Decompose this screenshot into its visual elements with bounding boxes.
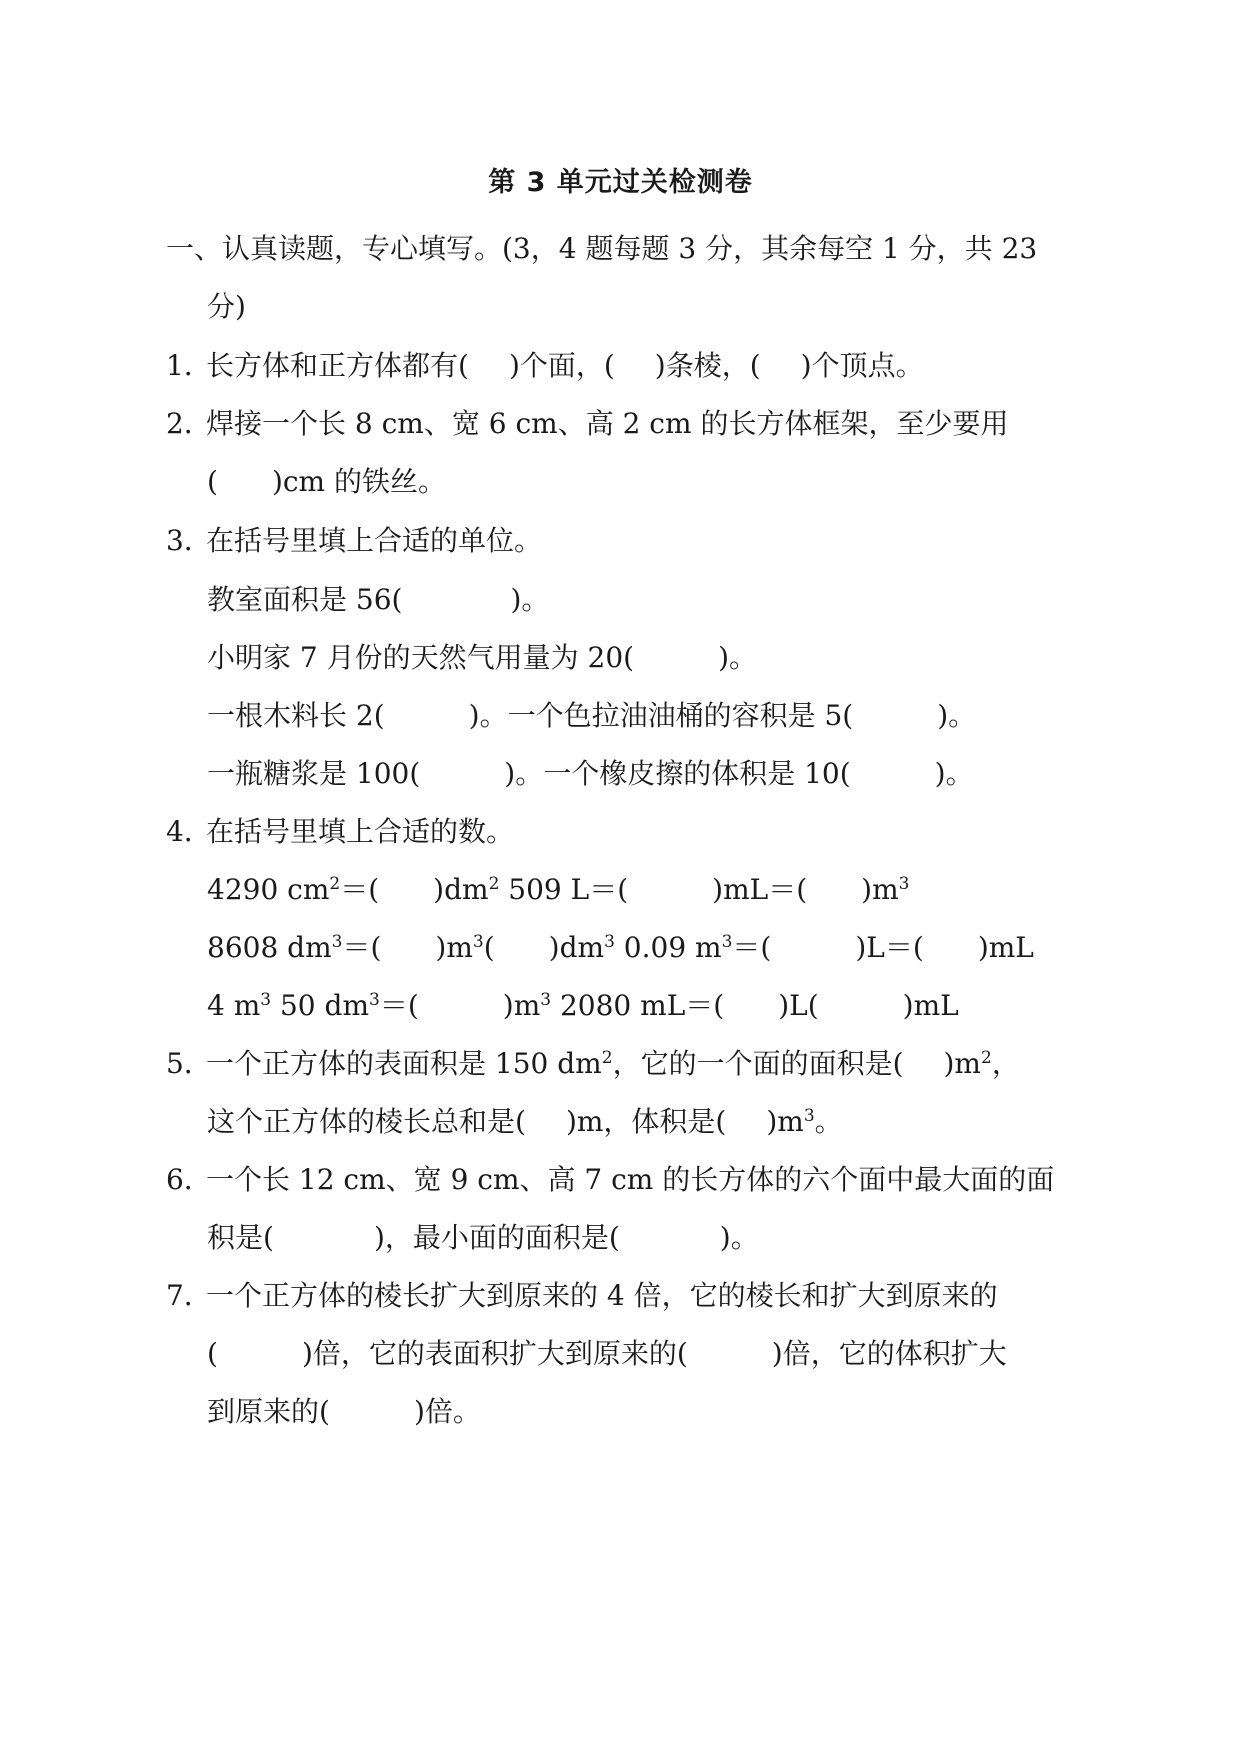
page-title: 第 3 单元过关检测卷: [488, 167, 753, 198]
q4-r2-a: 8608 dm: [207, 931, 332, 964]
q2-text: 焊接一个长 8 cm、宽 6 cm、高 2 cm 的长方体框架，至少要用: [206, 407, 1009, 440]
q4-r1-b: ＝(: [340, 873, 380, 906]
q5-f: )m: [766, 1105, 804, 1138]
q4-r2-f: 0.09 m: [614, 931, 722, 964]
question-1: [166, 346, 924, 386]
question-6-cont: [207, 1218, 759, 1258]
q5-b: ，它的一个面的面积是(: [612, 1047, 904, 1080]
q3-item-a: [207, 580, 549, 620]
q7-b: )倍，它的表面积扩大到原来的(: [301, 1337, 688, 1370]
q3-d-end: )。: [934, 757, 974, 790]
superscript: 3: [472, 932, 484, 952]
q3-a-text: 教室面积是 56(: [207, 583, 403, 616]
q4-r1-e: )mL＝(: [712, 873, 808, 906]
q3-d-mid: )。一个橡皮擦的体积是 10(: [504, 757, 851, 790]
question-number: 3．: [166, 524, 212, 557]
q3-b-end: )。: [718, 641, 758, 674]
q7-a: (: [207, 1337, 218, 1370]
q6-b: )，最小面的面积是(: [373, 1221, 620, 1254]
question-3: [166, 521, 542, 561]
q4-r2-g: ＝(: [732, 931, 772, 964]
q5-c-end: ，: [991, 1047, 1020, 1080]
question-number: 5．: [166, 1047, 212, 1080]
section-heading-cont: [207, 287, 246, 327]
superscript: 2: [980, 1048, 992, 1068]
superscript: 3: [898, 874, 910, 894]
q3-c-mid: )。一个色拉油油桶的容积是 5(: [468, 699, 854, 732]
q3-c-end: )。: [937, 699, 977, 732]
superscript: 3: [604, 932, 615, 952]
q4-r3-b: 50 dm: [271, 989, 369, 1022]
question-5-cont: [207, 1102, 843, 1142]
q3-d-text: 一瓶糖浆是 100(: [207, 757, 421, 790]
q3-stem: 在括号里填上合适的单位。: [206, 524, 543, 557]
question-7-cont: [207, 1334, 1007, 1374]
section-heading-text-2: 分): [207, 290, 246, 323]
q7-e: )倍。: [413, 1395, 481, 1428]
q4-row-2: [207, 928, 1034, 968]
question-2: [166, 404, 1008, 444]
q7-c: )倍，它的体积扩大: [771, 1337, 1007, 1370]
q3-a-end: )。: [510, 583, 550, 616]
q4-stem: 在括号里填上合适的数。: [206, 815, 515, 848]
superscript: 3: [721, 932, 733, 952]
q5-f-end: 。: [814, 1105, 843, 1138]
superscript: 2: [329, 874, 341, 894]
question-6: [166, 1160, 1054, 1200]
superscript: 3: [369, 990, 380, 1010]
q5-c: )m: [943, 1047, 981, 1080]
q3-c-text: 一根木料长 2(: [207, 699, 385, 732]
q1-text-b: )个面，(: [508, 349, 615, 382]
q7-text: 一个正方体的棱长扩大到原来的 4 倍，它的棱长和扩大到原来的: [206, 1279, 998, 1312]
q1-text-a: 长方体和正方体都有(: [206, 349, 469, 382]
question-2-cont: [207, 462, 446, 502]
question-number: 1．: [166, 349, 212, 382]
q4-r3-d: )m: [502, 989, 541, 1022]
q4-r3-g: )mL: [902, 989, 959, 1022]
question-4: [166, 812, 514, 852]
q1-text-c: )条棱，(: [654, 349, 761, 382]
q5-e: )m，体积是(: [565, 1105, 727, 1138]
q4-r3-f: )L(: [778, 989, 819, 1022]
superscript: 3: [331, 932, 343, 952]
question-number: 4．: [166, 815, 212, 848]
question-number: 7．: [166, 1279, 212, 1312]
question-7: [166, 1276, 998, 1316]
q3-item-d: [207, 754, 974, 794]
question-7-cont-2: [207, 1392, 481, 1432]
q4-r3-c: ＝(: [379, 989, 419, 1022]
q2-text-b: )cm 的铁丝。: [271, 465, 446, 498]
q6-c: )。: [719, 1221, 759, 1254]
q4-r2-c: )m: [435, 931, 473, 964]
q4-r1-a: 4290 cm: [207, 873, 330, 906]
q4-row-1: [207, 870, 909, 910]
question-number: 6．: [166, 1163, 212, 1196]
q4-r3-a: 4 m: [207, 989, 261, 1022]
q5-a: 一个正方体的表面积是 150 dm: [206, 1047, 602, 1080]
superscript: 3: [803, 1106, 815, 1126]
q4-r1-f: )m: [861, 873, 899, 906]
q6-text: 一个长 12 cm、宽 9 cm、高 7 cm 的长方体的六个面中最大面的面: [206, 1163, 1055, 1196]
question-5: [166, 1044, 1020, 1084]
q4-r1-c: )dm: [433, 873, 489, 906]
q4-r2-i: )mL: [977, 931, 1034, 964]
q3-b-text: 小明家 7 月份的天然气用量为 20(: [207, 641, 635, 674]
q7-d: 到原来的(: [207, 1395, 330, 1428]
superscript: 2: [601, 1048, 613, 1068]
section-heading-text: 一、认真读题，专心填写。(3，4 题每题 3 分，其余每空 1 分，共 23: [166, 232, 1038, 265]
q4-r3-e: 2080 mL＝(: [551, 989, 725, 1022]
superscript: 2: [488, 874, 500, 894]
q4-r2-d: (: [483, 931, 495, 964]
q4-r1-d: 509 L＝(: [499, 873, 629, 906]
superscript: 3: [260, 990, 272, 1010]
section-heading: [166, 229, 1037, 269]
q4-r2-b: ＝(: [342, 931, 382, 964]
q3-item-b: [207, 638, 757, 678]
question-number: 2．: [166, 407, 212, 440]
q4-r2-e: )dm: [548, 931, 605, 964]
q4-row-3: [207, 986, 959, 1026]
q2-text-a: (: [207, 465, 218, 498]
q1-text-d: )个顶点。: [800, 349, 924, 382]
q4-r2-h: )L＝(: [855, 931, 924, 964]
q3-item-c: [207, 696, 976, 736]
superscript: 3: [540, 990, 552, 1010]
q6-a: 积是(: [207, 1221, 274, 1254]
q5-d: 这个正方体的棱长总和是(: [207, 1105, 526, 1138]
